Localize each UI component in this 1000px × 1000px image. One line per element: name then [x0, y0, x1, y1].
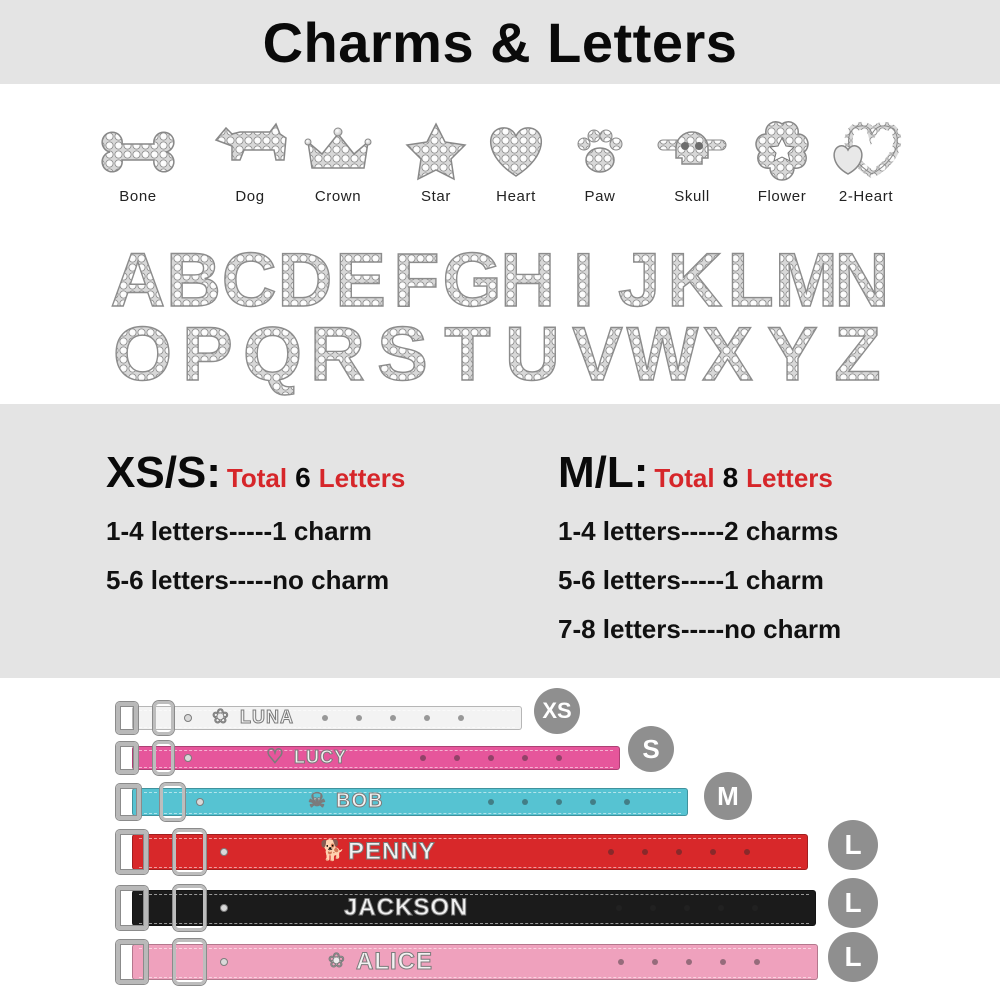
keeper-loop: [160, 783, 185, 821]
rhinestone-letter-q: Q: [242, 312, 303, 397]
collar-hole: [718, 905, 724, 911]
collar-hole: [322, 715, 328, 721]
collar-stitching: [139, 750, 613, 751]
buckle-icon: [116, 742, 138, 774]
collar-stitching: [139, 838, 801, 839]
rhinestone-letter-b: B: [166, 238, 221, 323]
rhinestone-letter-y: Y: [767, 312, 818, 397]
collar-hole: [676, 849, 682, 855]
collar-hole: [420, 755, 426, 761]
rivet: [220, 848, 228, 856]
rhinestone-letter-z: Z: [834, 312, 881, 397]
paw-charm-icon: [558, 118, 642, 184]
collar-hole: [424, 715, 430, 721]
rhinestone-letter-r: R: [310, 312, 365, 397]
collar-hole: [556, 799, 562, 805]
keeper-loop: [153, 701, 175, 735]
charm-skull: Skull: [650, 118, 734, 210]
collar-stitching: [139, 948, 811, 949]
rule-line: 1-4 letters-----1 charm: [106, 516, 372, 546]
size-badge-l: L: [828, 820, 878, 870]
rivet: [196, 798, 204, 806]
header-banner: [0, 0, 1000, 84]
letters-word: Letters: [746, 463, 833, 493]
charm-2-heart: 2-Heart: [824, 118, 908, 210]
collar-hole: [744, 849, 750, 855]
buckle-icon: [116, 702, 138, 734]
rule-line: 1-4 letters-----2 charms: [558, 516, 839, 546]
size-badge-xs: XS: [534, 688, 580, 734]
charm-paw: Paw: [558, 118, 642, 210]
rule-line: 5-6 letters-----no charm: [106, 565, 390, 595]
rhinestone-letter-v: V: [572, 312, 623, 397]
collar-penny: [112, 828, 808, 876]
collar-hole: [556, 755, 562, 761]
collar-lucy: [112, 740, 620, 776]
dog-charm-icon: [208, 118, 292, 184]
collar-hole: [608, 849, 614, 855]
bone-charm-icon: [96, 118, 180, 184]
collar-hole: [752, 905, 758, 911]
skull-charm-icon: [650, 118, 734, 184]
rhinestone-letter-e: E: [335, 238, 387, 323]
buckle-icon: [116, 830, 148, 874]
collar-name-tag: ALICE: [356, 947, 433, 975]
buckle-icon: [116, 940, 148, 984]
rhinestone-letter-j: J: [618, 238, 661, 323]
keeper-loop: [173, 939, 205, 985]
collar-stitching: [139, 977, 811, 978]
rule-line: 5-6 letters-----1 charm: [558, 565, 824, 595]
rhinestone-letter-t: T: [444, 312, 491, 397]
charm-star: Star: [394, 118, 478, 210]
collar-name-tag: LUCY: [294, 747, 347, 768]
collar-strap: [132, 890, 816, 926]
rhinestone-letter-k: K: [667, 238, 723, 323]
rhinestone-letter-a: A: [110, 238, 166, 323]
rhinestone-letter-m: M: [774, 238, 838, 323]
rhinestone-letter-o: O: [112, 312, 173, 397]
collar-hole: [488, 799, 494, 805]
rhinestone-letter-l: L: [727, 238, 774, 323]
collar-hole: [590, 799, 596, 805]
collar-charm-icon: ☠: [308, 790, 326, 812]
star-charm-icon: [394, 118, 478, 184]
rhinestone-letter-f: F: [393, 238, 440, 323]
crown-charm-icon: [296, 118, 380, 184]
collar-hole: [390, 715, 396, 721]
collar-hole: [684, 905, 690, 911]
rivet: [220, 904, 228, 912]
collar-stitching: [139, 767, 613, 768]
rhinestone-letter-u: U: [505, 312, 560, 397]
collar-hole: [488, 755, 494, 761]
rivet: [220, 958, 228, 966]
collar-hole: [686, 959, 692, 965]
size-rules-panel: [0, 404, 1000, 678]
buckle-icon: [116, 784, 141, 820]
letter-count: 8: [722, 462, 739, 493]
collar-hole: [642, 849, 648, 855]
buckle-icon: [116, 886, 148, 930]
collar-hole: [618, 959, 624, 965]
rhinestone-letter-g: G: [442, 238, 502, 323]
rules-xs-s-heading: [106, 448, 405, 498]
collar-alice: [112, 938, 818, 986]
collar-stitching: [139, 710, 515, 711]
collar-name-tag: BOB: [336, 790, 384, 812]
rhinestone-letter-x: X: [702, 312, 753, 397]
rhinestone-letter-n: N: [834, 238, 890, 323]
size-badge-l: L: [828, 878, 878, 928]
charm-crown: Crown: [296, 118, 380, 210]
collar-hole: [624, 799, 630, 805]
collar-hole: [522, 755, 528, 761]
total-word: Total: [226, 463, 288, 493]
rhinestone-letter-p: P: [182, 312, 233, 397]
charm-heart: Heart: [474, 118, 558, 210]
collar-hole: [754, 959, 760, 965]
rivet: [184, 754, 192, 762]
collar-stitching: [139, 894, 809, 895]
charms-row: [96, 118, 906, 218]
collar-hole: [356, 715, 362, 721]
rhinestone-letter-s: S: [377, 312, 428, 397]
collar-hole: [522, 799, 528, 805]
collar-charm-icon: ♡: [266, 746, 284, 768]
rhinestone-letter-i: I: [572, 238, 595, 323]
collar-hole: [616, 905, 622, 911]
charm-flower: Flower: [740, 118, 824, 210]
charm-dog: Dog: [208, 118, 292, 210]
collar-strap: [132, 834, 808, 870]
collar-bob: [112, 782, 688, 822]
size-label: XS/S:: [106, 448, 221, 497]
collar-name-tag: PENNY: [348, 837, 436, 865]
collar-strap: [132, 746, 620, 770]
keeper-loop: [173, 829, 205, 875]
collar-hole: [454, 755, 460, 761]
collar-stitching: [139, 792, 681, 793]
collar-hole: [652, 959, 658, 965]
size-badge-m: M: [704, 772, 752, 820]
collar-jackson: [112, 884, 816, 932]
collar-hole: [720, 959, 726, 965]
collar-stitching: [139, 923, 809, 924]
letter-count: 6: [295, 462, 311, 493]
collar-strap: [132, 788, 688, 816]
collar-stitching: [139, 867, 801, 868]
collar-charm-icon: ❀: [212, 706, 229, 728]
letters-row-2: [110, 310, 890, 397]
rule-line: 7-8 letters-----no charm: [558, 614, 842, 644]
rules-m-l: [558, 448, 841, 645]
keeper-loop: [153, 741, 175, 775]
rhinestone-letter-h: H: [500, 238, 556, 323]
collar-stitching: [139, 727, 515, 728]
collar-charm-icon: 🐕: [320, 840, 345, 862]
size-label: M/L:: [558, 448, 649, 497]
heart-charm-icon: [474, 118, 558, 184]
rules-m-l-heading: [558, 448, 841, 498]
charm-bone: Bone: [96, 118, 180, 210]
collar-luna: [112, 700, 522, 736]
collar-stitching: [139, 813, 681, 814]
collar-hole: [650, 905, 656, 911]
collar-name-tag: JACKSON: [344, 893, 469, 921]
page-title: Charms & Letters: [262, 10, 738, 74]
collar-strap: [132, 944, 818, 980]
collar-charm-icon: ❀: [328, 950, 345, 972]
letters-row-1: [110, 236, 890, 323]
size-badge-l: L: [828, 932, 878, 982]
flower-charm-icon: [740, 118, 824, 184]
size-badge-s: S: [628, 726, 674, 772]
collar-hole: [458, 715, 464, 721]
rhinestone-letter-d: D: [277, 238, 333, 323]
collar-hole: [710, 849, 716, 855]
rhinestone-letter-c: C: [221, 238, 277, 323]
rules-xs-s: [106, 448, 405, 596]
letters-word: Letters: [318, 463, 406, 493]
keeper-loop: [173, 885, 205, 931]
rivet: [184, 714, 192, 722]
double-heart-charm-icon: [824, 118, 908, 184]
rhinestone-letter-w: W: [626, 312, 699, 397]
total-word: Total: [654, 463, 715, 493]
collar-name-tag: LUNA: [240, 707, 294, 728]
